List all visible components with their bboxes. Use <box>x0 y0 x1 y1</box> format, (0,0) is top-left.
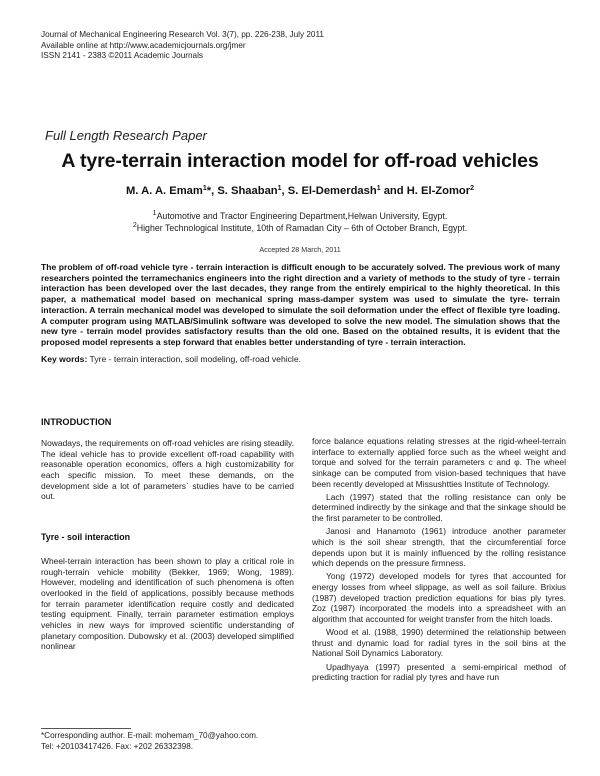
author-name: S. Shaaban <box>217 185 278 197</box>
paper-title: A tyre-terrain interaction model for off-road vehicles <box>61 150 539 172</box>
subsection-paragraph <box>41 556 294 652</box>
affiliation-line <box>0 222 600 234</box>
paper-type-label: Full Length Research Paper <box>45 128 207 143</box>
affiliation-text: Higher Technological Institute, 10th of Ramadan City – 6th of October Branch, Egypt. <box>136 223 468 233</box>
journal-citation: Journal of Mechanical Engineering Research Vol. 3(7), pp. 226-238, July 2011 <box>41 30 324 39</box>
abstract: The problem of off-road vehicle tyre - terrain interaction is difficult enough to be accurately solved. The previous work of many researchers pointed the terramechanics engineers into the right direction and a variety of methods to the study of tyre - terrain interaction has been developed over the last decades, they range from the entirely empirical to the highly theoretical. In this paper, a mathematical model based on mechanical spring mass-damper system was used to simulate the tyre- terrain interaction. A terrain mechanical model was developed to simulate the soil deformation under the effect of flexible tyre loading. A computer program using MATLAB/Simulink software was developed to solve the new model. The simulation shows that the new tyre - terrain model provides satisfactory results than the old one. Based on the obtained results, it is evident that the proposed model represents a step forward that enables better understanding of tyre - terrain interaction. <box>41 262 560 347</box>
keywords <box>41 354 560 364</box>
paragraph: Lach (1997) stated that the rolling resistance can only be determined indirectly by the sinkage and that the sinkage should be the first parameter to be controlled. <box>312 491 566 524</box>
footnote-rule <box>41 728 131 729</box>
paragraph: Yong (1972) developed models for tyres that accounted for energy losses from wheel slippage, as well as soil failure. Brixius (1987) developed traction prediction equations for bias ply tyres. Zoz (1987) incorporated the models into a spreadsheet with an algorithm that accounted for weight transfer from the hitch loads. <box>312 571 566 624</box>
paragraph: force balance equations relating stresses at the rigid-wheel-terrain interface to externally applied force such as the wheel weight and torque and solved for the terrain parameters c and φ. The wheel sinkage can be computed from vision-based techniques that have been recently developed at Missushtties Institute of Technology. <box>312 436 566 489</box>
author-affil-sup: 2 <box>470 185 475 192</box>
paragraph: Nowadays, the requirements on off-road vehicles are rising steadily. The ideal vehicle has to provide excellent off-road capability with reasonable operation economics, offers a high customizability for each specific mission. To meet these demands, on the development side a lot of parameters` studies have to be carried out. <box>41 438 294 502</box>
affiliation-sup: 2 <box>132 222 137 229</box>
author-conjunction: and <box>383 185 404 197</box>
corresponding-star: * <box>206 185 212 197</box>
author-affil-sup: 1 <box>376 185 381 192</box>
accepted-date: Accepted 28 March, 2011 <box>259 245 341 254</box>
paragraph: Upadhyaya (1997) presented a semi-empirical method of predicting traction for radial ply tyres and have run <box>312 661 566 683</box>
author-name: S. El-Demerdash <box>287 185 377 197</box>
subsection-heading: Tyre - soil interaction <box>41 532 131 542</box>
paragraph: Wood et al. (1988, 1990) determined the relationship between thrust and dynamic load for radial tyres in the soil bins at the National Soil Dynamics Laboratory. <box>312 627 566 659</box>
affiliation-line <box>0 210 600 222</box>
keywords-label: Key words: <box>41 354 88 364</box>
right-column <box>312 436 566 685</box>
footnote-phone-line: Tel: +20103417426. Fax: +202 26332398. <box>41 741 194 751</box>
journal-header <box>41 30 324 62</box>
paragraph: Janosi and Hanamoto (1961) introduce another parameter which is the soil shear strength, that the circumferential force depends upon but it is mainly influenced by the rolling resistance which depends on the pressure firmness. <box>312 526 566 569</box>
intro-paragraph <box>41 438 294 502</box>
paragraph: Wheel-terrain interaction has been shown to play a critical role in rough-terrain vehicle mobility (Bekker, 1969; Wong, 1989). However, modeling and identification of such phenomena is often overlooked in the field of applications, possibly because methods for terrain parameter identification require costly and dedicated testing equipment. Finally, terrain parameter estimation employs vehicles in new ways for improved scientific understanding of planetary composition. Dubowsky et al. (2003) developed simplified nonlinear <box>41 556 294 652</box>
journal-issn: ISSN 2141 - 2383 ©2011 Academic Journals <box>41 51 203 60</box>
footnote-email-line: *Corresponding author. E-mail: mohemam_70@yahoo.com. <box>41 731 259 740</box>
footnote <box>41 731 301 752</box>
author-name: M. A. A. Emam <box>125 185 203 197</box>
affiliations <box>0 210 600 234</box>
author-affil-sup: 1 <box>277 185 282 192</box>
author-name: H. El-Zomor <box>406 185 471 197</box>
keywords-text: Tyre - terrain interaction, soil modeling, off-road vehicle. <box>87 354 302 364</box>
section-heading-introduction: INTRODUCTION <box>41 417 112 427</box>
author-list: M. A. A. Emam$^1$*, S. Shaaban$^1$, S. El-Demerdash$^1$ and H. El-Zomor$^2$ <box>125 185 475 197</box>
author-affil-sup: 1 <box>202 185 207 192</box>
affiliation-text: Automotive and Tractor Engineering Department,Helwan University, Egypt. <box>156 211 448 221</box>
journal-url-line: Available online at http://www.academicjournals.org/jmer <box>41 40 246 50</box>
affiliation-sup: 1 <box>152 210 157 217</box>
